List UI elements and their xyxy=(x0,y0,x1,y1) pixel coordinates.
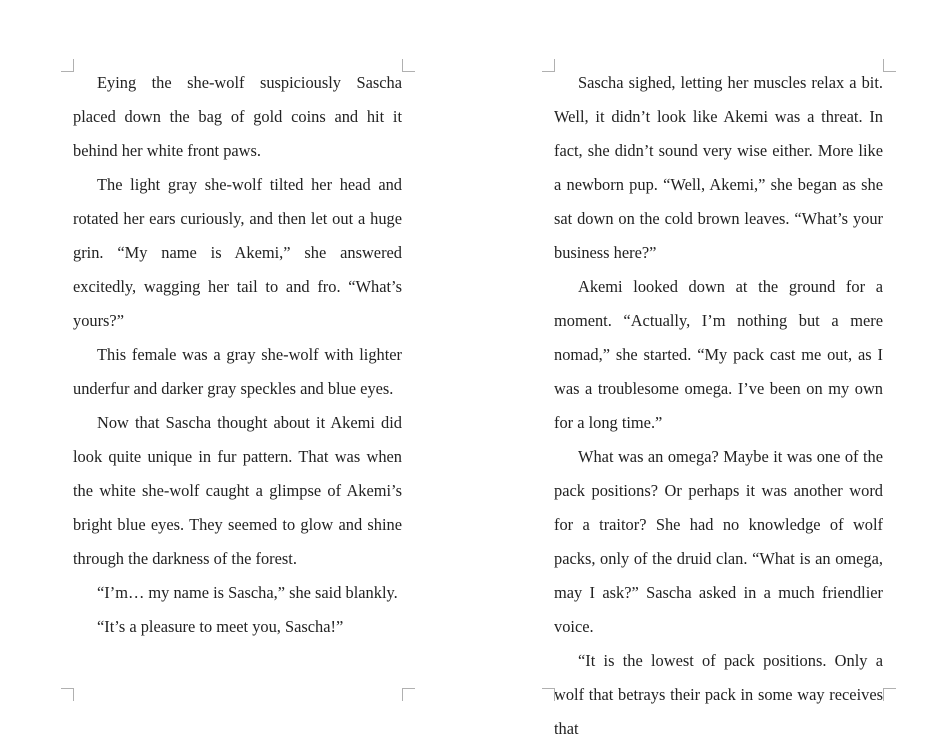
paragraph: The light gray she-wolf tilted her head and rotated her ears curiously, and then let out a huge grin. “My name is Akemi,” she answered excitedly, wagging her tail to and fro. “What’s yours?” xyxy=(73,175,402,330)
paragraph: “It’s a pleasure to meet you, Sascha!” xyxy=(97,617,344,636)
right-page xyxy=(480,0,950,750)
crop-mark-bottom-right xyxy=(402,688,415,701)
paragraph: “I’m… my name is Sascha,” she said blankly. xyxy=(97,583,398,602)
paragraph: Akemi looked down at the ground for a moment. “Actually, I’m nothing but a mere nomad,” she started. “My pack cast me out, as I was a troublesome omega. I’ve been on my own for a long time.” xyxy=(554,277,883,432)
paragraph: Sascha sighed, letting her muscles relax a bit. Well, it didn’t look like Akemi was a threat. In fact, she didn’t sound very wise either. More like a newborn pup. “Well, Akemi,” she began as she sat down on the cold brown leaves. “What’s your business here?” xyxy=(554,73,883,262)
crop-mark-top-right xyxy=(402,59,415,72)
paragraph: “It is the lowest of pack positions. Only a wolf that betrays their pack in some way receives that xyxy=(554,651,883,738)
left-page-text xyxy=(73,66,402,644)
paragraph: Now that Sascha thought about it Akemi did look quite unique in fur pattern. That was when the white she-wolf caught a glimpse of Akemi’s bright blue eyes. They seemed to glow and shine through the darkness of the forest. xyxy=(73,413,402,568)
left-page xyxy=(0,0,470,750)
right-page-text xyxy=(554,66,883,746)
paragraph: What was an omega? Maybe it was one of the pack positions? Or perhaps it was another word for a traitor? She had no knowledge of wolf packs, only of the druid clan. “What is an omega, may I ask?” Sascha asked in a much friendlier voice. xyxy=(554,447,883,636)
paragraph: This female was a gray she-wolf with lighter underfur and darker gray speckles and blue eyes. xyxy=(73,345,402,398)
crop-mark-top-right xyxy=(883,59,896,72)
paragraph: Eying the she-wolf suspiciously Sascha placed down the bag of gold coins and hit it behind her white front paws. xyxy=(73,73,402,160)
crop-mark-bottom-left xyxy=(542,688,555,701)
crop-mark-bottom-right xyxy=(883,688,896,701)
crop-mark-bottom-left xyxy=(61,688,74,701)
